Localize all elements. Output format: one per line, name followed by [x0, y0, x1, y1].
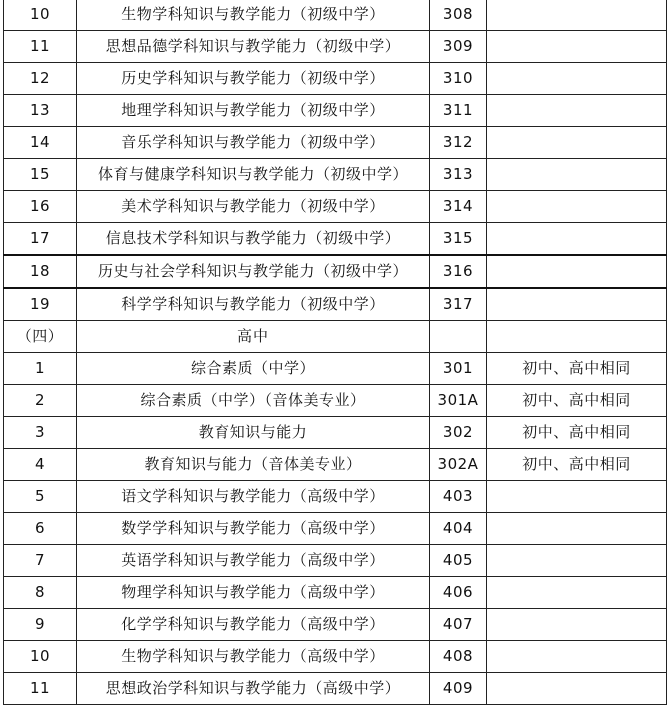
subject-code: 406 — [430, 577, 487, 609]
remark — [487, 321, 667, 353]
row-number: 3 — [4, 417, 77, 449]
subject-name: 化学学科知识与教学能力（高级中学） — [77, 609, 430, 641]
remark — [487, 673, 667, 705]
subject-name: 思想品德学科知识与教学能力（初级中学） — [77, 31, 430, 63]
subject-name: 教育知识与能力（音体美专业） — [77, 449, 430, 481]
subject-name: 美术学科知识与教学能力（初级中学） — [77, 191, 430, 223]
remark — [487, 255, 667, 288]
subject-name: 数学学科知识与教学能力（高级中学） — [77, 513, 430, 545]
row-number: 9 — [4, 609, 77, 641]
row-number: 12 — [4, 63, 77, 95]
table-row — [4, 127, 667, 159]
table-row — [4, 385, 667, 417]
subject-code: 316 — [430, 255, 487, 288]
subject-code: 302 — [430, 417, 487, 449]
subject-code: 301 — [430, 353, 487, 385]
row-number: 18 — [4, 255, 77, 288]
subject-code: 404 — [430, 513, 487, 545]
section-header-row — [4, 321, 667, 353]
table-row — [4, 0, 667, 31]
subject-name: 生物学科知识与教学能力（初级中学） — [77, 0, 430, 31]
table-row — [4, 545, 667, 577]
subject-code: 317 — [430, 288, 487, 321]
subject-code: 313 — [430, 159, 487, 191]
table-row — [4, 288, 667, 321]
subject-code: 315 — [430, 223, 487, 256]
subject-name: 体育与健康学科知识与教学能力（初级中学） — [77, 159, 430, 191]
row-number: 15 — [4, 159, 77, 191]
row-number: 14 — [4, 127, 77, 159]
table-row — [4, 159, 667, 191]
remark: 初中、高中相同 — [487, 353, 667, 385]
subject-name: 地理学科知识与教学能力（初级中学） — [77, 95, 430, 127]
table-row — [4, 63, 667, 95]
remark — [487, 641, 667, 673]
subject-name: 综合素质（中学）（音体美专业） — [77, 385, 430, 417]
remark — [487, 545, 667, 577]
remark — [487, 31, 667, 63]
row-number: 1 — [4, 353, 77, 385]
subject-name: 英语学科知识与教学能力（高级中学） — [77, 545, 430, 577]
subject-name: 生物学科知识与教学能力（高级中学） — [77, 641, 430, 673]
table-row — [4, 609, 667, 641]
row-number: 13 — [4, 95, 77, 127]
section-number: （四） — [4, 321, 77, 353]
subject-code: 314 — [430, 191, 487, 223]
row-number: 19 — [4, 288, 77, 321]
subject-code: 405 — [430, 545, 487, 577]
row-number: 2 — [4, 385, 77, 417]
table-row — [4, 449, 667, 481]
table-row — [4, 95, 667, 127]
row-number: 8 — [4, 577, 77, 609]
subject-code: 308 — [430, 0, 487, 31]
row-number: 17 — [4, 223, 77, 256]
remark — [487, 577, 667, 609]
remark: 初中、高中相同 — [487, 449, 667, 481]
subject-name: 教育知识与能力 — [77, 417, 430, 449]
subject-name: 语文学科知识与教学能力（高级中学） — [77, 481, 430, 513]
remark — [487, 95, 667, 127]
subject-name: 思想政治学科知识与教学能力（高级中学） — [77, 673, 430, 705]
table-row — [4, 673, 667, 705]
remark — [487, 223, 667, 256]
subject-code: 302A — [430, 449, 487, 481]
table-row — [4, 255, 667, 288]
subject-name: 综合素质（中学） — [77, 353, 430, 385]
row-number: 5 — [4, 481, 77, 513]
exam-subject-table — [3, 0, 667, 705]
table-row — [4, 353, 667, 385]
remark — [487, 288, 667, 321]
subject-code: 403 — [430, 481, 487, 513]
remark — [487, 513, 667, 545]
subject-name: 信息技术学科知识与教学能力（初级中学） — [77, 223, 430, 256]
row-number: 11 — [4, 673, 77, 705]
subject-code: 311 — [430, 95, 487, 127]
subject-code: 409 — [430, 673, 487, 705]
row-number: 16 — [4, 191, 77, 223]
subject-name: 科学学科知识与教学能力（初级中学） — [77, 288, 430, 321]
remark — [487, 191, 667, 223]
subject-code — [430, 321, 487, 353]
remark — [487, 159, 667, 191]
remark — [487, 127, 667, 159]
row-number: 11 — [4, 31, 77, 63]
remark: 初中、高中相同 — [487, 417, 667, 449]
subject-name: 历史与社会学科知识与教学能力（初级中学） — [77, 255, 430, 288]
table-row — [4, 417, 667, 449]
remark — [487, 481, 667, 513]
subject-code: 312 — [430, 127, 487, 159]
remark — [487, 63, 667, 95]
subject-code: 408 — [430, 641, 487, 673]
row-number: 10 — [4, 0, 77, 31]
table-row — [4, 513, 667, 545]
subject-code: 301A — [430, 385, 487, 417]
table-row — [4, 223, 667, 256]
table-row — [4, 641, 667, 673]
table-row — [4, 31, 667, 63]
subject-code: 310 — [430, 63, 487, 95]
subject-name: 物理学科知识与教学能力（高级中学） — [77, 577, 430, 609]
row-number: 10 — [4, 641, 77, 673]
subject-name: 音乐学科知识与教学能力（初级中学） — [77, 127, 430, 159]
table-row — [4, 481, 667, 513]
table-row — [4, 577, 667, 609]
remark — [487, 0, 667, 31]
remark — [487, 609, 667, 641]
row-number: 7 — [4, 545, 77, 577]
section-title: 高中 — [77, 321, 430, 353]
row-number: 4 — [4, 449, 77, 481]
table-row — [4, 191, 667, 223]
row-number: 6 — [4, 513, 77, 545]
subject-name: 历史学科知识与教学能力（初级中学） — [77, 63, 430, 95]
subject-code: 407 — [430, 609, 487, 641]
subject-code: 309 — [430, 31, 487, 63]
remark: 初中、高中相同 — [487, 385, 667, 417]
